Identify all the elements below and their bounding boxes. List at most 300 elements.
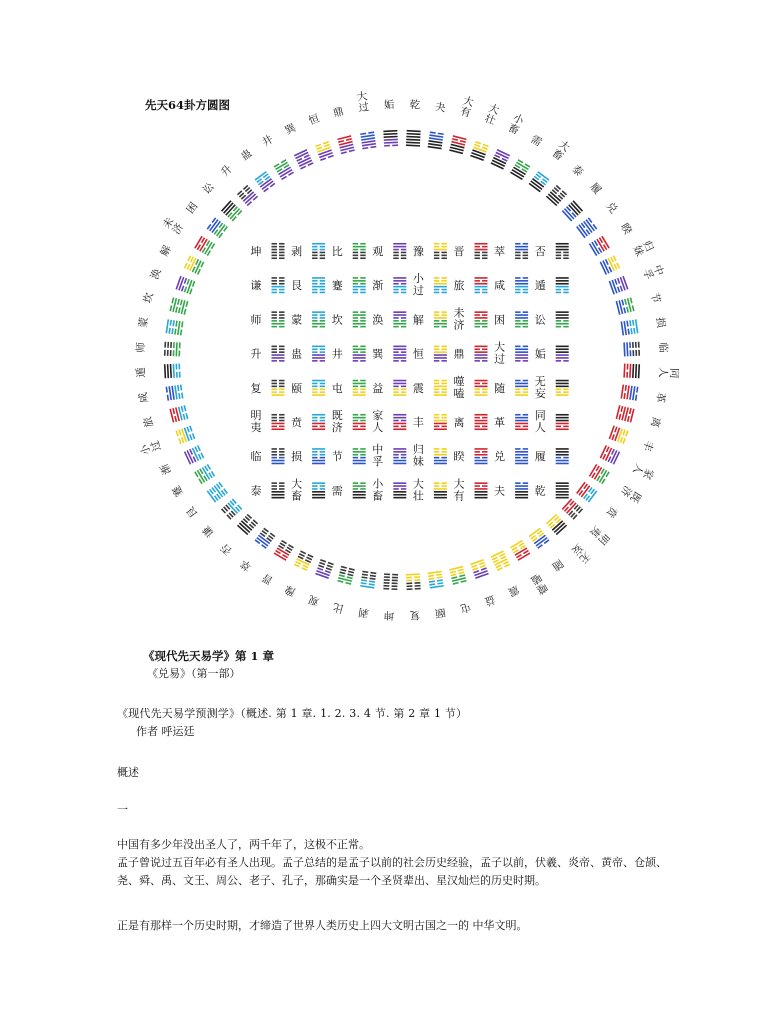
hexagram-symbol	[491, 550, 511, 571]
hexagram-symbol	[166, 319, 184, 335]
ring-item	[238, 528, 276, 574]
grid-cell	[372, 476, 406, 502]
grid-cell	[454, 277, 488, 293]
grid-cell	[372, 442, 406, 468]
ring-item	[307, 111, 334, 161]
hexagram-symbol	[337, 135, 355, 154]
hexagram-name: 否	[534, 245, 546, 258]
hexagram-name: 剥	[291, 245, 303, 258]
hexagram-name: 豫	[412, 245, 424, 258]
ring-hexagram-name: 泰	[569, 163, 586, 180]
hexagram-symbol	[169, 297, 188, 315]
ring-hexagram-name: 观	[307, 592, 322, 608]
outer-ring	[134, 89, 680, 622]
hexagram-symbol	[616, 405, 635, 423]
hexagram-symbol	[237, 185, 258, 206]
hexagram-symbol	[515, 414, 528, 430]
ring-item	[428, 571, 447, 619]
hexagram-name: 坤	[250, 245, 262, 258]
hexagram-name: 渐	[372, 279, 384, 293]
grid-cell	[454, 375, 488, 400]
grid-cell	[332, 448, 366, 464]
hexagram-symbol	[434, 380, 447, 396]
subtitle: 《兑易》（第一部）	[147, 667, 241, 680]
ring-hexagram-name: 震	[506, 582, 521, 599]
ring-item	[134, 341, 181, 356]
grid-cell	[332, 346, 366, 362]
ring-hexagram-name: 噬嗑	[528, 570, 550, 597]
ring-hexagram-name: 履	[587, 180, 604, 197]
grid-cell	[535, 482, 569, 498]
ring-item	[428, 100, 447, 149]
grid-cell	[413, 380, 447, 396]
grid-cell	[291, 277, 325, 293]
hexagram-symbol	[312, 380, 325, 396]
hexagram-symbol	[470, 559, 489, 579]
grid-cell	[494, 482, 528, 498]
grid-cell	[413, 311, 447, 327]
ring-item	[609, 425, 656, 453]
hexagram-symbol	[475, 311, 488, 327]
ring-item	[148, 266, 195, 294]
ring-hexagram-name: 豫	[283, 582, 298, 599]
hexagram-name: 噬嗑	[453, 374, 465, 400]
hexagram-symbol	[312, 482, 325, 498]
grid-cell	[372, 311, 406, 327]
hexagram-symbol	[406, 573, 421, 590]
hexagram-symbol	[353, 482, 366, 498]
grid-cell	[291, 243, 325, 259]
ring-item	[406, 573, 421, 622]
ring-hexagram-name: 遁	[135, 367, 148, 379]
hexagram-name: 归妹	[412, 443, 424, 469]
hexagram-symbol	[556, 243, 569, 259]
hexagram-name: 讼	[534, 313, 546, 327]
hexagram-name: 复	[250, 381, 262, 395]
hexagram-name: 兑	[494, 450, 506, 464]
ring-item	[546, 514, 593, 566]
hexagram-symbol	[175, 425, 195, 444]
hexagram-symbol	[428, 131, 444, 149]
ring-hexagram-name: 巽	[283, 121, 298, 138]
ring-item	[200, 180, 242, 222]
ring-item	[141, 291, 189, 315]
hexagram-symbol	[515, 482, 528, 498]
grid-cell	[494, 243, 528, 259]
ring-hexagram-name: 中孚	[640, 263, 666, 282]
ring-hexagram-name: 同人	[656, 367, 680, 379]
reference-line: 《现代先天易学预测学》（概述. 第 1 章. 1. 2. 3. 4 节. 第 2 章 1 节）	[117, 707, 468, 720]
hexagram-symbol	[609, 276, 629, 295]
hexagram-name: 履	[534, 450, 546, 464]
hexagram-symbol	[529, 171, 550, 192]
hexagram-symbol	[616, 297, 635, 315]
grid-cell	[291, 448, 325, 464]
hexagram-symbol	[393, 448, 406, 464]
ring-item	[331, 566, 355, 616]
hexagram-symbol	[272, 414, 285, 430]
grid-cell	[535, 277, 569, 293]
hexagram-symbol	[221, 200, 242, 221]
ring-item	[200, 499, 243, 540]
hexagram-name: 蹇	[331, 279, 343, 293]
hexagram-name: 大过	[494, 340, 506, 366]
hexagram-name: 师	[250, 313, 262, 327]
hexagram-symbol	[337, 566, 355, 585]
ring-hexagram-name: 涣	[148, 267, 164, 282]
hexagram-symbol	[556, 448, 569, 464]
hexagram-symbol	[393, 277, 406, 293]
ring-item	[609, 263, 667, 294]
hexagram-symbol	[272, 277, 285, 293]
section-numeral: 一	[117, 803, 128, 816]
ring-hexagram-name: 兑	[603, 200, 620, 216]
ring-hexagram-name: 坤	[383, 608, 395, 621]
hexagram-symbol	[562, 200, 583, 221]
hexagram-symbol	[353, 277, 366, 293]
grid-cell	[454, 305, 488, 331]
ring-hexagram-name: 丰	[640, 438, 656, 453]
grid-cell	[494, 380, 528, 396]
hexagram-symbol	[556, 482, 569, 498]
hexagram-symbol	[237, 514, 258, 535]
hexagram-symbol	[609, 425, 629, 444]
hexagram-symbol	[556, 311, 569, 327]
hexagram-symbol	[353, 414, 366, 430]
grid-cell	[413, 442, 447, 468]
hexagram-symbol	[272, 243, 285, 259]
hexagram-symbol	[207, 217, 228, 238]
hexagram-symbol	[491, 149, 511, 170]
ring-hexagram-name: 颐	[434, 605, 447, 619]
hexagram-symbol	[166, 384, 184, 400]
hexagram-symbol	[312, 346, 325, 362]
ring-hexagram-name: 井	[260, 133, 276, 150]
hexagram-name: 萃	[494, 245, 506, 258]
grid-cell	[291, 346, 325, 362]
hexagram-symbol	[475, 482, 488, 498]
hexagram-name: 贲	[291, 416, 303, 429]
hexagram-name: 蒙	[291, 313, 303, 327]
hexagram-name: 震	[412, 381, 424, 395]
grid-cell	[251, 311, 285, 327]
hexagram-symbol	[353, 448, 366, 464]
grid-cell	[251, 380, 285, 396]
hexagram-name: 大壮	[412, 477, 424, 503]
grid-cell	[251, 277, 285, 293]
hexagram-name: 困	[494, 313, 506, 327]
ring-item	[136, 316, 183, 336]
hexagram-symbol	[434, 243, 447, 259]
hexagram-name: 同人	[534, 409, 546, 434]
ring-hexagram-name: 节	[648, 291, 663, 305]
hexagram-symbol	[556, 414, 569, 430]
ring-hexagram-name: 蛊	[238, 147, 255, 164]
hexagram-name: 未济	[453, 306, 465, 332]
grid-cell	[413, 243, 447, 259]
ring-hexagram-name: 坎	[141, 291, 156, 305]
hexagram-name: 既济	[331, 409, 343, 434]
hexagram-symbol	[434, 482, 447, 498]
hexagram-symbol	[434, 414, 447, 430]
hexagram-name: 坎	[331, 313, 343, 327]
grid-cell	[291, 311, 325, 327]
square-grid	[251, 243, 569, 502]
hexagram-symbol	[449, 135, 467, 154]
hexagram-symbol	[562, 499, 583, 520]
hexagram-symbol	[600, 255, 621, 275]
ring-hexagram-name: 家人	[630, 461, 656, 482]
hexagram-symbol	[515, 346, 528, 362]
hexagram-symbol	[221, 499, 242, 520]
hexagram-symbol	[393, 380, 406, 396]
ring-item	[218, 162, 258, 206]
hexagram-name: 旅	[453, 279, 465, 293]
ring-item	[623, 342, 670, 357]
ring-hexagram-name: 归妹	[630, 238, 656, 259]
hexagram-symbol	[576, 482, 597, 503]
ring-hexagram-name: 艮	[184, 504, 201, 520]
ring-item	[332, 106, 355, 155]
hexagram-name: 蛊	[291, 347, 303, 361]
ring-hexagram-name: 睽	[617, 221, 634, 237]
hexagram-name: 谦	[250, 279, 262, 293]
hexagram-symbol	[434, 277, 447, 293]
ring-hexagram-name: 需	[528, 133, 544, 150]
hexagram-symbol	[312, 277, 325, 293]
ring-hexagram-name: 困	[184, 200, 201, 216]
ring-hexagram-name: 剥	[357, 605, 370, 619]
hexagram-name: 姤	[534, 347, 546, 361]
hexagram-symbol	[393, 311, 406, 327]
ring-hexagram-name: 谦	[200, 523, 217, 540]
grid-cell	[332, 277, 366, 293]
hexagram-name: 革	[494, 416, 506, 429]
ring-hexagram-name: 蒙	[137, 316, 151, 329]
ring-item	[137, 425, 195, 456]
hexagram-symbol	[510, 159, 530, 180]
ring-item	[238, 146, 275, 192]
grid-cell	[494, 448, 528, 464]
hexagram-name: 比	[331, 245, 343, 258]
hexagram-symbol	[312, 414, 325, 430]
ring-item	[616, 405, 664, 429]
ring-hexagram-name: 大过	[356, 90, 370, 115]
hexagram-name: 观	[372, 245, 384, 258]
hexagram-name: 小过	[412, 272, 424, 298]
hexagram-symbol	[434, 448, 447, 464]
hexagram-symbol	[255, 528, 276, 549]
ring-item	[158, 243, 205, 275]
hexagram-symbol	[255, 171, 276, 192]
grid-cell	[454, 476, 488, 502]
grid-cell	[372, 346, 406, 362]
ring-item	[576, 200, 621, 239]
ring-hexagram-name: 升	[218, 163, 235, 180]
ring-item	[546, 162, 586, 206]
ring-hexagram-name: 渐	[158, 461, 174, 477]
figure-title: 先天64卦方圆图	[145, 98, 231, 112]
ring-hexagram-name: 萃	[238, 556, 255, 573]
hexagram-symbol	[475, 277, 488, 293]
hexagram-symbol	[589, 236, 610, 256]
hexagram-name: 遁	[534, 279, 546, 293]
grid-cell	[535, 243, 569, 259]
ring-hexagram-name: 解	[158, 243, 174, 259]
hexagram-symbol	[529, 528, 550, 549]
hexagram-name: 升	[250, 347, 262, 361]
hexagram-symbol	[449, 566, 467, 585]
grid-cell	[535, 311, 569, 327]
ring-item	[184, 482, 228, 520]
hexagram-symbol	[556, 277, 569, 293]
hexagram-name: 离	[453, 416, 465, 429]
grid-cell	[332, 409, 366, 434]
hexagram-symbol	[194, 464, 215, 484]
hexagram-symbol	[428, 571, 444, 589]
paragraph: 中国有多少年没出圣人了，两千年了，这极不正常。	[117, 838, 370, 851]
hexagram-symbol	[315, 559, 334, 579]
grid-cell	[372, 243, 406, 259]
hexagram-symbol	[515, 311, 528, 327]
grid-cell	[535, 375, 569, 400]
hexagram-symbol	[294, 550, 314, 571]
grid-cell	[413, 414, 447, 430]
ring-hexagram-name: 无妄	[569, 540, 593, 566]
grid-cell	[291, 476, 325, 502]
hexagram-symbol	[272, 311, 285, 327]
grid-cell	[372, 408, 406, 434]
ring-item	[562, 499, 612, 547]
hexagram-symbol	[315, 141, 334, 161]
ring-item	[383, 98, 398, 147]
hexagram-symbol	[194, 236, 215, 256]
hexagram-symbol	[272, 380, 285, 396]
ring-hexagram-name: 大壮	[482, 102, 501, 128]
ring-hexagram-name: 随	[549, 556, 566, 573]
hexagram-name: 大畜	[291, 477, 303, 503]
grid-cell	[251, 243, 285, 259]
ring-hexagram-name: 晋	[260, 570, 276, 587]
ring-item	[358, 571, 377, 620]
hexagram-symbol	[546, 514, 567, 535]
ring-hexagram-name: 明夷	[587, 523, 612, 547]
hexagram-symbol	[475, 380, 488, 396]
hexagram-name: 损	[291, 450, 303, 464]
ring-hexagram-name: 夬	[434, 101, 447, 115]
hexagram-symbol	[383, 573, 398, 590]
ring-hexagram-name: 乾	[409, 99, 421, 112]
hexagram-symbol	[353, 346, 366, 362]
grid-cell	[251, 409, 285, 434]
grid-cell	[413, 271, 447, 297]
ring-item	[356, 89, 376, 149]
hexagram-symbol	[434, 346, 447, 362]
hexagram-symbol	[623, 364, 640, 379]
ring-item	[576, 482, 620, 521]
hexagram-name: 丰	[412, 416, 424, 429]
grid-cell	[291, 380, 325, 396]
ring-hexagram-name: 姤	[383, 99, 395, 112]
grid-cell	[535, 409, 569, 434]
hexagram-name: 井	[331, 347, 343, 361]
hexagram-name: 临	[250, 450, 262, 464]
hexagram-name: 泰	[250, 484, 262, 498]
author-line: 作者 呼运廷	[136, 725, 195, 738]
hexagram-symbol	[184, 445, 205, 465]
ring-item	[562, 181, 604, 222]
hexagram-symbol	[184, 255, 205, 275]
hexagram-name: 家人	[372, 409, 384, 434]
hexagram-symbol	[621, 384, 639, 400]
hexagram-name: 鼎	[453, 347, 465, 361]
ring-hexagram-name: 损	[653, 316, 667, 329]
ring-item	[134, 364, 181, 379]
grid-cell	[454, 414, 488, 430]
hexagram-symbol	[272, 448, 285, 464]
hexagram-symbol	[515, 448, 528, 464]
ring-item	[621, 316, 668, 335]
hexagram-symbol	[169, 405, 188, 423]
hexagram-name: 咸	[494, 279, 506, 293]
hexagram-symbol	[274, 159, 294, 180]
hexagram-symbol	[312, 448, 325, 464]
ring-hexagram-name: 讼	[200, 180, 217, 197]
hexagram-name: 艮	[291, 279, 303, 293]
hexagram-symbol	[515, 277, 528, 293]
hexagram-symbol	[312, 243, 325, 259]
ring-item	[307, 559, 334, 607]
hexagram-name: 无妄	[534, 374, 546, 400]
ring-hexagram-name: 小过	[138, 438, 164, 457]
hexagram-name: 巽	[372, 347, 384, 361]
grid-cell	[332, 311, 366, 327]
grid-cell	[454, 346, 488, 362]
hexagram-symbol	[470, 141, 489, 161]
ring-hexagram-name: 临	[656, 341, 669, 353]
hexagram-symbol	[576, 217, 597, 238]
ring-hexagram-name: 贲	[603, 504, 620, 520]
hexagram-name: 益	[372, 381, 384, 395]
hexagram-name: 颐	[291, 381, 303, 395]
ring-item	[616, 291, 664, 315]
ring-hexagram-name: 否	[218, 540, 235, 557]
ring-item	[136, 384, 183, 403]
ring-item	[470, 559, 497, 608]
ring-hexagram-name: 师	[135, 341, 148, 353]
ring-hexagram-name: 鼎	[331, 105, 346, 120]
hexagram-symbol	[406, 130, 421, 147]
grid-cell	[251, 346, 285, 362]
hexagram-name: 夫	[494, 484, 506, 498]
hexagram-symbol	[272, 346, 285, 362]
grid-cell	[372, 380, 406, 396]
hexagram-symbol	[589, 464, 610, 484]
grid-cell	[494, 340, 528, 366]
grid-cell	[535, 346, 569, 362]
hexagram-name: 明夷	[250, 409, 262, 434]
ring-item	[491, 550, 521, 598]
grid-cell	[535, 448, 569, 464]
ring-hexagram-name: 恒	[307, 112, 322, 128]
ring-hexagram-name: 蹇	[170, 483, 187, 499]
hexagram-symbol	[383, 130, 398, 147]
ring-item	[406, 98, 421, 147]
hexagram-symbol	[272, 482, 285, 498]
ring-item	[449, 94, 475, 154]
hexagram-name: 随	[494, 381, 506, 395]
hexagram-name: 解	[412, 313, 424, 327]
